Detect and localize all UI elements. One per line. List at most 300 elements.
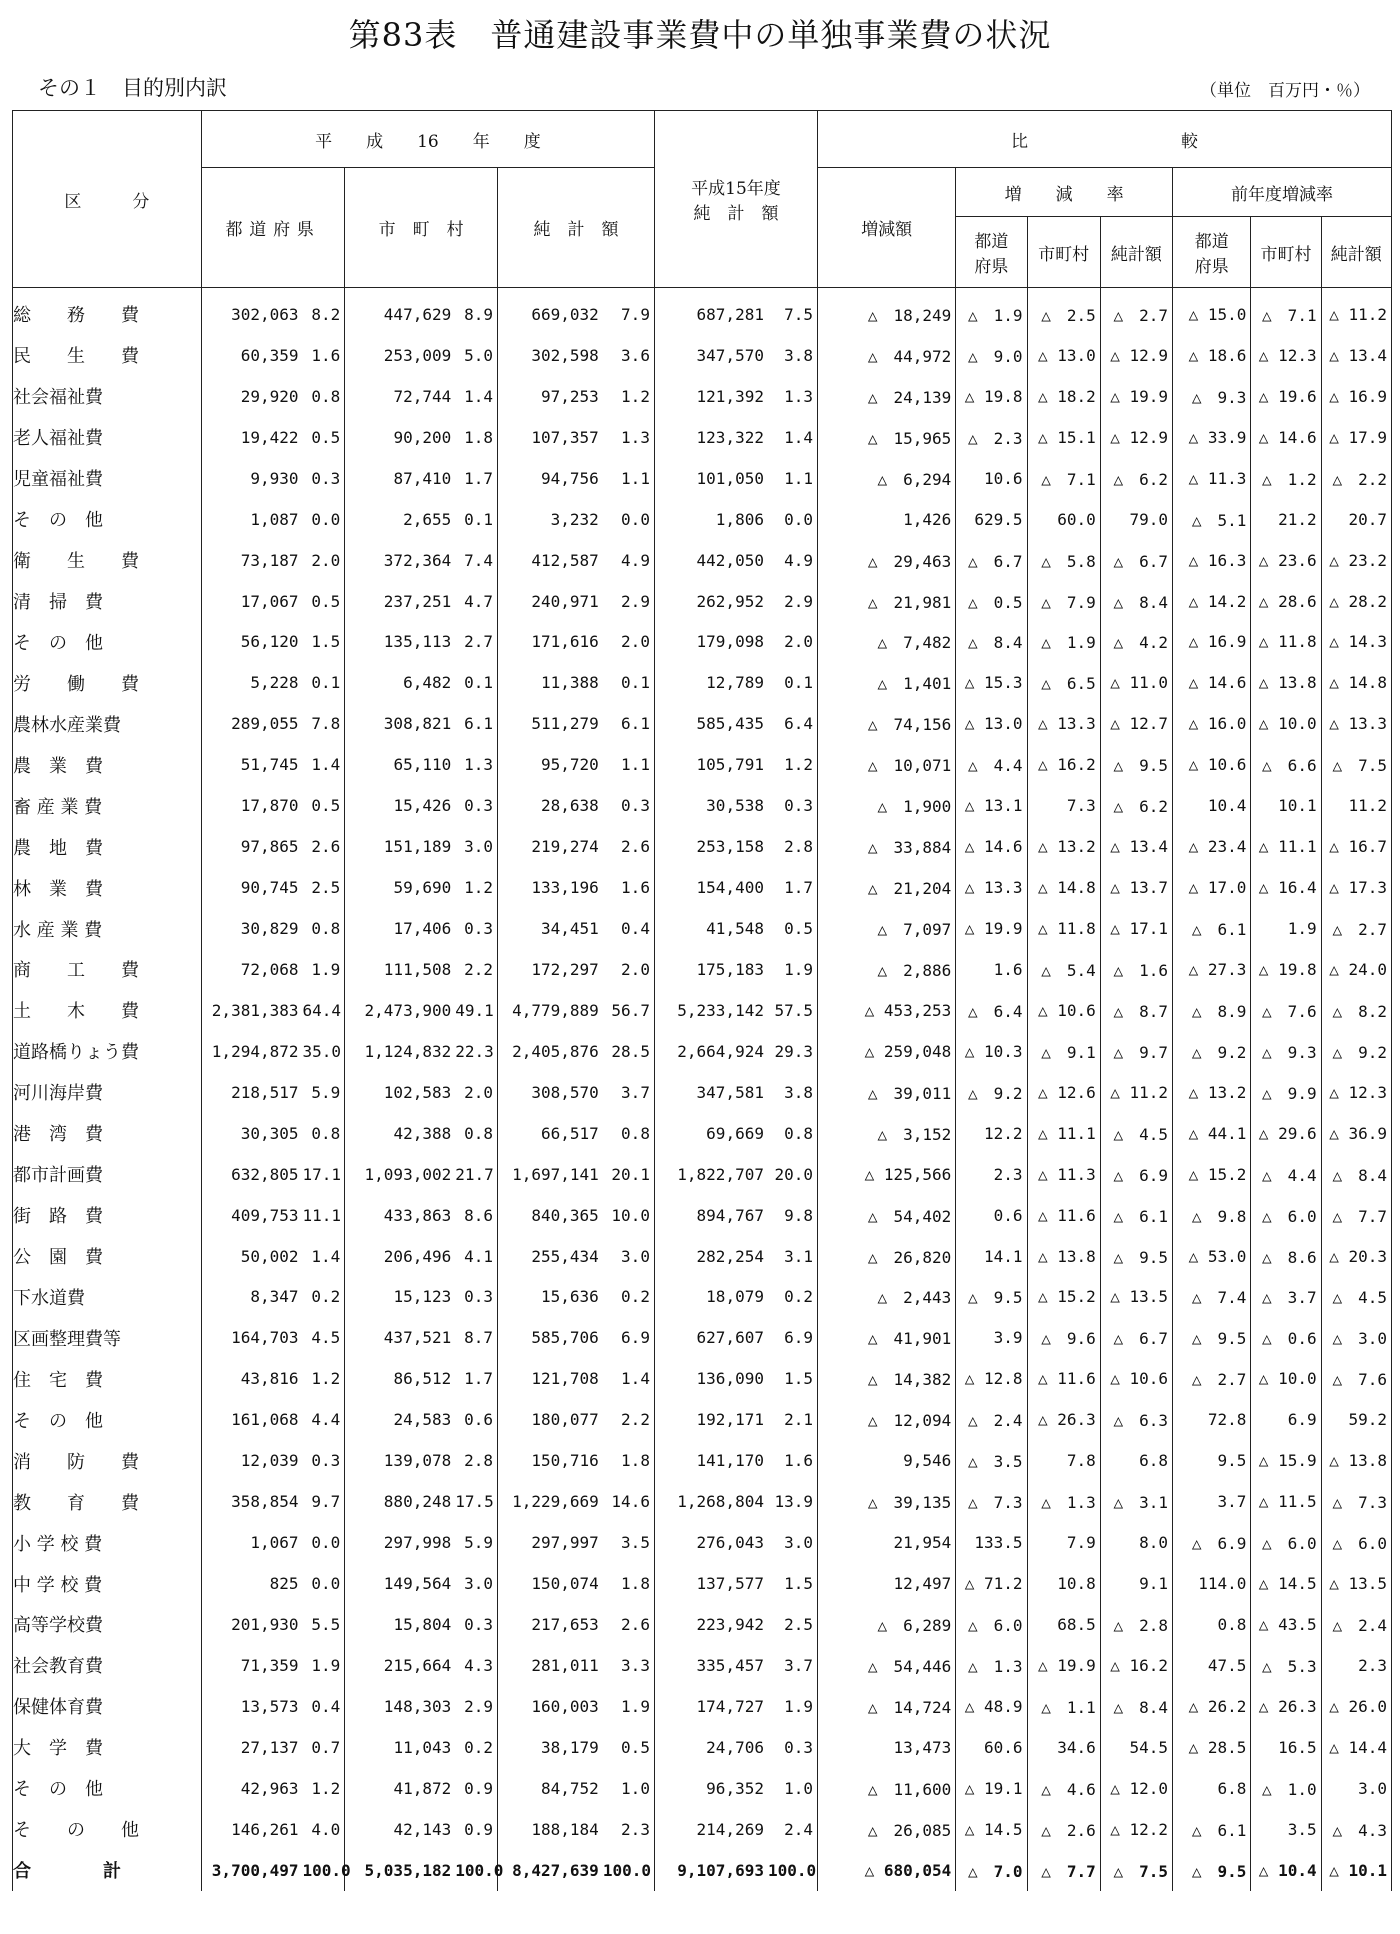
row-label: 児童福祉費	[13, 458, 202, 499]
table-cell: 0.8	[303, 908, 345, 949]
table-cell: △ 6.2	[1100, 458, 1172, 499]
row-label: 河川海岸費	[13, 1072, 202, 1113]
table-cell: 2.2	[603, 1399, 655, 1440]
table-cell: 1.6	[956, 949, 1027, 990]
table-cell: 136,090	[654, 1358, 768, 1399]
row-label: 港 湾 費	[13, 1113, 202, 1154]
table-cell: 297,998	[345, 1522, 455, 1563]
table-cell: △ 10.6	[1100, 1358, 1172, 1399]
table-cell: △ 13.5	[1321, 1563, 1391, 1604]
table-cell: △ 19.9	[1027, 1645, 1100, 1686]
table-cell: 0.4	[603, 908, 655, 949]
table-cell: △ 10.6	[1173, 744, 1251, 785]
table-cell: 68.5	[1027, 1604, 1100, 1645]
table-cell: △ 1.9	[956, 288, 1027, 335]
table-cell: △ 19.9	[1100, 376, 1172, 417]
table-cell: △ 11.0	[1100, 662, 1172, 703]
table-cell: 0.8	[303, 1113, 345, 1154]
table-cell: 2.0	[603, 949, 655, 990]
row-label: 小 学 校 費	[13, 1522, 202, 1563]
table-cell: 1.9	[303, 949, 345, 990]
table-cell: 5.0	[455, 335, 497, 376]
table-cell: 17,406	[345, 908, 455, 949]
table-cell: 10.0	[603, 1195, 655, 1236]
table-cell: 5,035,182	[345, 1850, 455, 1891]
table-cell: 3.0	[603, 1236, 655, 1277]
table-cell: 18,079	[654, 1277, 768, 1318]
header-h15: 平成15年度 純 計 額	[654, 111, 817, 288]
table-cell: 6.1	[455, 703, 497, 744]
table-cell: 9,546	[818, 1440, 956, 1481]
table-cell: 6.8	[1173, 1768, 1251, 1809]
table-cell: △ 1.3	[956, 1645, 1027, 1686]
table-cell: 133,196	[498, 867, 603, 908]
table-cell: △ 1.3	[1027, 1481, 1100, 1522]
table-cell: 4.9	[603, 540, 655, 581]
row-label: 清 掃 費	[13, 581, 202, 622]
table-cell: 1.1	[603, 458, 655, 499]
table-cell: △ 16.9	[1321, 376, 1391, 417]
table-cell: 253,158	[654, 826, 768, 867]
table-cell: 412,587	[498, 540, 603, 581]
table-cell: △ 13.8	[1251, 662, 1321, 703]
table-cell: 1,067	[201, 1522, 302, 1563]
table-cell: △ 16.9	[1173, 622, 1251, 663]
row-label: 衛 生 費	[13, 540, 202, 581]
table-cell: △ 24.0	[1321, 949, 1391, 990]
table-cell: 192,171	[654, 1399, 768, 1440]
table-cell: △ 12,094	[818, 1399, 956, 1440]
table-cell: △ 6.1	[1100, 1195, 1172, 1236]
table-cell: 447,629	[345, 288, 455, 335]
table-cell: 171,616	[498, 622, 603, 663]
table-cell: 30,538	[654, 785, 768, 826]
table-cell: △ 23.4	[1173, 826, 1251, 867]
table-cell: △ 39,011	[818, 1072, 956, 1113]
table-cell: 188,184	[498, 1809, 603, 1850]
table-cell: 24,583	[345, 1399, 455, 1440]
table-cell: △ 2.6	[1027, 1809, 1100, 1850]
table-cell: 150,074	[498, 1563, 603, 1604]
table-cell: △ 7.1	[1251, 288, 1321, 335]
table-cell: △ 11.5	[1251, 1481, 1321, 1522]
table-cell: 4.3	[455, 1645, 497, 1686]
table-cell: 7.4	[455, 540, 497, 581]
table-cell: △ 11.8	[1027, 908, 1100, 949]
table-cell: 0.9	[455, 1768, 497, 1809]
table-cell: △ 16.4	[1251, 867, 1321, 908]
table-cell: △ 6.1	[1173, 908, 1251, 949]
table-cell: △ 7.5	[1321, 744, 1391, 785]
table-cell: 1.4	[768, 417, 818, 458]
table-cell: 69,669	[654, 1113, 768, 1154]
table-cell: △ 6.0	[956, 1604, 1027, 1645]
table-cell: △ 2,443	[818, 1277, 956, 1318]
table-cell: △ 2.7	[1173, 1358, 1251, 1399]
table-cell: 30,305	[201, 1113, 302, 1154]
table-cell: △ 10.6	[1027, 990, 1100, 1031]
table-cell: △ 2.5	[1027, 288, 1100, 335]
table-cell: 95,720	[498, 744, 603, 785]
table-cell: 111,508	[345, 949, 455, 990]
table-cell: 100.0	[303, 1850, 345, 1891]
header-kubun: 区 分	[13, 111, 202, 288]
table-cell: 15,636	[498, 1277, 603, 1318]
table-cell: △ 3,152	[818, 1113, 956, 1154]
table-cell: 1.2	[603, 376, 655, 417]
table-cell: 0.6	[455, 1399, 497, 1440]
row-label: 保健体育費	[13, 1686, 202, 1727]
table-row	[13, 1522, 1392, 1563]
table-cell: △ 11.8	[1251, 622, 1321, 663]
table-row	[13, 335, 1392, 376]
table-cell: △ 8.9	[1173, 990, 1251, 1031]
table-cell: 172,297	[498, 949, 603, 990]
subheader-shichoson-prev: 市町村	[1251, 217, 1321, 288]
table-cell: 1.0	[768, 1768, 818, 1809]
table-cell: 1.7	[768, 867, 818, 908]
table-row	[13, 581, 1392, 622]
table-cell: 0.4	[303, 1686, 345, 1727]
table-cell: △ 16.3	[1173, 540, 1251, 581]
table-cell: 84,752	[498, 1768, 603, 1809]
table-cell: 9.8	[768, 1195, 818, 1236]
table-cell: 14.6	[603, 1481, 655, 1522]
table-cell: 8.0	[1100, 1522, 1172, 1563]
table-cell: 15,804	[345, 1604, 455, 1645]
table-cell: △ 10.4	[1251, 1850, 1321, 1891]
table-cell: 1,294,872	[201, 1031, 302, 1072]
table-row	[13, 376, 1392, 417]
subheader-todofuken: 都道 府県	[956, 217, 1027, 288]
table-cell: 2.6	[303, 826, 345, 867]
table-cell: 56,120	[201, 622, 302, 663]
table-cell: 4.4	[303, 1399, 345, 1440]
header-junkei: 純 計 額	[498, 168, 655, 288]
table-cell: 137,577	[654, 1563, 768, 1604]
table-cell: 3.7	[768, 1645, 818, 1686]
table-cell: 669,032	[498, 288, 603, 335]
table-row	[13, 1686, 1392, 1727]
table-cell: 133.5	[956, 1522, 1027, 1563]
table-cell: △ 41,901	[818, 1317, 956, 1358]
table-cell: 1.8	[603, 1563, 655, 1604]
total-row	[13, 1850, 1392, 1891]
table-cell: 10.1	[1251, 785, 1321, 826]
table-row	[13, 1236, 1392, 1277]
table-row	[13, 1031, 1392, 1072]
table-cell: 7.3	[1027, 785, 1100, 826]
table-cell: 2.8	[768, 826, 818, 867]
table-cell: △ 14.5	[1251, 1563, 1321, 1604]
table-cell: 627,607	[654, 1317, 768, 1358]
table-cell: 0.8	[1173, 1604, 1251, 1645]
table-cell: 20.7	[1321, 499, 1391, 540]
table-cell: △ 14.4	[1321, 1727, 1391, 1768]
row-label: 街 路 費	[13, 1195, 202, 1236]
table-cell: 9.1	[1100, 1563, 1172, 1604]
table-row	[13, 417, 1392, 458]
row-label: 総 務 費	[13, 288, 202, 335]
table-cell: 97,865	[201, 826, 302, 867]
table-cell: △ 6.4	[956, 990, 1027, 1031]
table-cell: 8.6	[455, 1195, 497, 1236]
table-cell: △ 15.3	[956, 662, 1027, 703]
table-cell: 2.5	[303, 867, 345, 908]
table-cell: △ 9.3	[1251, 1031, 1321, 1072]
table-cell: △ 11.2	[1321, 288, 1391, 335]
table-cell: △ 2.4	[956, 1399, 1027, 1440]
table-cell: 9.5	[1173, 1440, 1251, 1481]
table-row	[13, 908, 1392, 949]
row-label: そ の 他	[13, 1768, 202, 1809]
table-cell: 30,829	[201, 908, 302, 949]
table-cell: 3.1	[768, 1236, 818, 1277]
table-cell: 2.0	[603, 622, 655, 663]
table-cell: 3.8	[768, 1072, 818, 1113]
table-cell: 0.0	[303, 1522, 345, 1563]
table-cell: △ 54,446	[818, 1645, 956, 1686]
table-cell: 437,521	[345, 1317, 455, 1358]
table-cell: 3.7	[603, 1072, 655, 1113]
table-cell: △ 19.8	[1251, 949, 1321, 990]
table-cell: △ 13.2	[1173, 1072, 1251, 1113]
table-cell: △ 6.5	[1027, 662, 1100, 703]
table-cell: △ 9.5	[1173, 1850, 1251, 1891]
table-cell: △ 9.2	[1321, 1031, 1391, 1072]
table-cell: 164,703	[201, 1317, 302, 1358]
table-cell: △ 10.1	[1321, 1850, 1391, 1891]
subheader-junkei: 純計額	[1100, 217, 1172, 288]
table-cell: 3.0	[768, 1522, 818, 1563]
table-cell: 409,753	[201, 1195, 302, 1236]
table-cell: 1.2	[303, 1358, 345, 1399]
table-cell: 123,322	[654, 417, 768, 458]
table-cell: 1.9	[603, 1686, 655, 1727]
table-cell: △ 6.7	[1100, 540, 1172, 581]
table-row	[13, 1604, 1392, 1645]
table-cell: 41,872	[345, 1768, 455, 1809]
table-cell: 3.9	[956, 1317, 1027, 1358]
table-cell: △ 6.6	[1251, 744, 1321, 785]
table-cell: 1.9	[303, 1645, 345, 1686]
table-cell: 1.7	[455, 458, 497, 499]
table-cell: △ 7.6	[1251, 990, 1321, 1031]
table-row	[13, 990, 1392, 1031]
table-row	[13, 1563, 1392, 1604]
table-cell: 13,573	[201, 1686, 302, 1727]
table-cell: 13.9	[768, 1481, 818, 1522]
row-label: 下水道費	[13, 1277, 202, 1318]
table-cell: 27,137	[201, 1727, 302, 1768]
table-cell: △ 14.6	[1173, 662, 1251, 703]
table-cell: 105,791	[654, 744, 768, 785]
row-label: 区画整理費等	[13, 1317, 202, 1358]
table-cell: 66,517	[498, 1113, 603, 1154]
table-cell: △ 7.3	[956, 1481, 1027, 1522]
table-cell: 180,077	[498, 1399, 603, 1440]
table-cell: 5,233,142	[654, 990, 768, 1031]
table-cell: 0.8	[455, 1113, 497, 1154]
table-cell: △ 21,204	[818, 867, 956, 908]
header-zogengaku: 増減額	[818, 168, 956, 288]
table-cell: △ 6,294	[818, 458, 956, 499]
table-cell: △ 7.3	[1321, 1481, 1391, 1522]
table-cell: 4.5	[303, 1317, 345, 1358]
table-cell: 0.1	[455, 499, 497, 540]
table-cell: △ 33,884	[818, 826, 956, 867]
table-cell: 3,700,497	[201, 1850, 302, 1891]
table-cell: 3.7	[1173, 1481, 1251, 1522]
table-cell: 201,930	[201, 1604, 302, 1645]
table-cell: △ 13.5	[1100, 1277, 1172, 1318]
table-cell: 1,093,002	[345, 1154, 455, 1195]
table-cell: 0.8	[603, 1113, 655, 1154]
table-cell: △ 14.6	[1251, 417, 1321, 458]
table-cell: 214,269	[654, 1809, 768, 1850]
table-cell: 79.0	[1100, 499, 1172, 540]
table-cell: 2,655	[345, 499, 455, 540]
table-cell: 1,426	[818, 499, 956, 540]
table-cell: △ 12.8	[956, 1358, 1027, 1399]
table-cell: △ 74,156	[818, 703, 956, 744]
table-cell: 0.1	[303, 662, 345, 703]
table-cell: △ 14.8	[1321, 662, 1391, 703]
table-cell: 3.5	[1251, 1809, 1321, 1850]
table-cell: △ 12.2	[1100, 1809, 1172, 1850]
table-cell: △ 13.7	[1100, 867, 1172, 908]
row-label: 社会福祉費	[13, 376, 202, 417]
table-cell: △ 9.5	[1100, 1236, 1172, 1277]
row-label: そ の 他	[13, 1809, 202, 1850]
table-cell: △ 9.3	[1173, 376, 1251, 417]
table-cell: △ 19.9	[956, 908, 1027, 949]
table-cell: 12.2	[956, 1113, 1027, 1154]
table-cell: 894,767	[654, 1195, 768, 1236]
table-cell: 24,706	[654, 1727, 768, 1768]
table-cell: 2.3	[956, 1154, 1027, 1195]
table-cell: △ 11.6	[1027, 1195, 1100, 1236]
table-cell: △ 18,249	[818, 288, 956, 335]
table-cell: △ 11.6	[1027, 1358, 1100, 1399]
table-cell: △ 2,886	[818, 949, 956, 990]
table-cell: △ 13.4	[1100, 826, 1172, 867]
table-cell: 0.5	[303, 581, 345, 622]
table-row	[13, 785, 1392, 826]
table-cell: 289,055	[201, 703, 302, 744]
table-cell: △ 6.1	[1173, 1809, 1251, 1850]
table-cell: 1.5	[303, 622, 345, 663]
table-cell: △ 16.0	[1173, 703, 1251, 744]
table-cell: △ 9.8	[1173, 1195, 1251, 1236]
table-cell: △ 2.2	[1321, 458, 1391, 499]
table-cell: 64.4	[303, 990, 345, 1031]
table-cell: △ 26,085	[818, 1809, 956, 1850]
table-cell: 101,050	[654, 458, 768, 499]
table-cell: 72,068	[201, 949, 302, 990]
table-cell: 51,745	[201, 744, 302, 785]
table-body	[13, 288, 1392, 1891]
table-cell: 2,381,383	[201, 990, 302, 1031]
table-cell: 8,427,639	[498, 1850, 603, 1891]
table-cell: 0.8	[768, 1113, 818, 1154]
table-cell: 218,517	[201, 1072, 302, 1113]
table-cell: △ 13.2	[1027, 826, 1100, 867]
table-cell: 2.2	[455, 949, 497, 990]
table-cell: △ 26.3	[1027, 1399, 1100, 1440]
table-cell: 880,248	[345, 1481, 455, 1522]
table-cell: 100.0	[603, 1850, 655, 1891]
table-cell: △ 14.6	[956, 826, 1027, 867]
table-cell: △ 10.0	[1251, 1358, 1321, 1399]
table-cell: △ 2.7	[1321, 908, 1391, 949]
table-cell: 223,942	[654, 1604, 768, 1645]
table-cell: △ 14.2	[1173, 581, 1251, 622]
table-cell: △ 9.5	[956, 1277, 1027, 1318]
table-row	[13, 1317, 1392, 1358]
table-cell: 1.1	[603, 744, 655, 785]
table-cell: △ 3.5	[956, 1440, 1027, 1481]
table-cell: 9,107,693	[654, 1850, 768, 1891]
table-cell: 3.3	[603, 1645, 655, 1686]
table-cell: 72,744	[345, 376, 455, 417]
row-label: 土 木 費	[13, 990, 202, 1031]
table-cell: △ 7.7	[1027, 1850, 1100, 1891]
table-cell: 20.0	[768, 1154, 818, 1195]
table-cell: 0.9	[455, 1809, 497, 1850]
table-cell: 5.9	[303, 1072, 345, 1113]
table-cell: 149,564	[345, 1563, 455, 1604]
table-cell: 1,822,707	[654, 1154, 768, 1195]
table-cell: 585,706	[498, 1317, 603, 1358]
table-cell: △ 12.9	[1100, 417, 1172, 458]
table-cell: 2.3	[603, 1809, 655, 1850]
table-cell: 9.7	[303, 1481, 345, 1522]
table-cell: 17,870	[201, 785, 302, 826]
table-cell: 42,388	[345, 1113, 455, 1154]
table-cell: △ 7.0	[956, 1850, 1027, 1891]
table-cell: △ 26.3	[1251, 1686, 1321, 1727]
table-row	[13, 1481, 1392, 1522]
table-cell: △ 19.6	[1251, 376, 1321, 417]
row-label: 大 学 費	[13, 1727, 202, 1768]
table-cell: 21.7	[455, 1154, 497, 1195]
table-cell: △ 9.7	[1100, 1031, 1172, 1072]
table-cell: 29,920	[201, 376, 302, 417]
table-row	[13, 1358, 1392, 1399]
table-cell: 1.4	[303, 744, 345, 785]
table-cell: 10.6	[956, 458, 1027, 499]
table-cell: 2,664,924	[654, 1031, 768, 1072]
table-cell: 72.8	[1173, 1399, 1251, 1440]
table-cell: 2.0	[455, 1072, 497, 1113]
table-cell: △ 5.4	[1027, 949, 1100, 990]
table-cell: △ 11.3	[1173, 458, 1251, 499]
table-row	[13, 499, 1392, 540]
table-cell: 22.3	[455, 1031, 497, 1072]
table-cell: △ 453,253	[818, 990, 956, 1031]
table-cell: 825	[201, 1563, 302, 1604]
table-cell: △ 13.3	[956, 867, 1027, 908]
table-cell: △ 13.0	[956, 703, 1027, 744]
row-label: 民 生 費	[13, 335, 202, 376]
table-row	[13, 1645, 1392, 1686]
table-cell: 148,303	[345, 1686, 455, 1727]
table-cell: △ 15.2	[1027, 1277, 1100, 1318]
table-cell: △ 1,401	[818, 662, 956, 703]
table-cell: 43,816	[201, 1358, 302, 1399]
table-cell: 0.0	[768, 499, 818, 540]
